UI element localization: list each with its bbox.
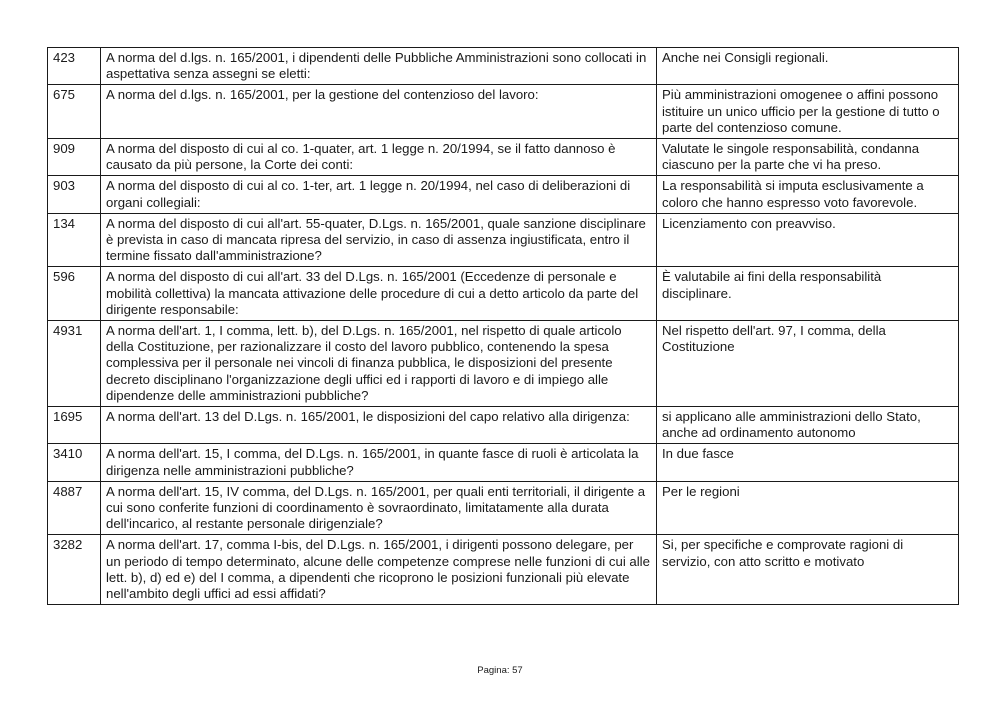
table-row: [48, 444, 959, 481]
question-text: A norma dell'art. 1, I comma, lett. b), del D.Lgs. n. 165/2001, nel rispetto di quale articolo della Costituzione, per razionalizzare il costo del lavoro pubblico, contenendo la spesa complessiva per il personale nei vincoli di finanza pubblica, le disposizioni del presente decreto disciplinano l'organizzazione degli uffici ed i rapporti di lavoro e di impiego alle dipendenze delle amministrazioni pubbliche?: [101, 321, 657, 407]
answer-text: La responsabilità si imputa esclusivamente a coloro che hanno espresso voto favorevole.: [657, 176, 959, 213]
answer-text: Più amministrazioni omogenee o affini possono istituire un unico ufficio per la gestione di tutto o parte del contenzioso comune.: [657, 85, 959, 139]
question-text: A norma dell'art. 13 del D.Lgs. n. 165/2001, le disposizioni del capo relativo alla dirigenza:: [101, 407, 657, 444]
question-id: 3410: [48, 444, 101, 481]
question-id: 1695: [48, 407, 101, 444]
table-row: [48, 213, 959, 267]
question-id: 909: [48, 139, 101, 176]
question-id: 3282: [48, 535, 101, 605]
answer-text: È valutabile ai fini della responsabilità disciplinare.: [657, 267, 959, 321]
table-row: [48, 267, 959, 321]
question-text: A norma del d.lgs. n. 165/2001, i dipendenti delle Pubbliche Amministrazioni sono collocati in aspettativa senza assegni se eletti:: [101, 48, 657, 85]
question-text: A norma del disposto di cui all'art. 33 del D.Lgs. n. 165/2001 (Eccedenze di personale e mobilità collettiva) la mancata attivazione delle procedure di cui a detto articolo da parte del dirigente responsabile:: [101, 267, 657, 321]
question-id: 4887: [48, 481, 101, 535]
table-row: [48, 321, 959, 407]
table-row: [48, 407, 959, 444]
answer-text: Nel rispetto dell'art. 97, I comma, della Costituzione: [657, 321, 959, 407]
answer-text: Licenziamento con preavviso.: [657, 213, 959, 267]
question-text: A norma dell'art. 15, I comma, del D.Lgs. n. 165/2001, in quante fasce di ruoli è articolata la dirigenza nelle amministrazioni pubbliche?: [101, 444, 657, 481]
page-number: Pagina: 57: [477, 665, 523, 676]
question-id: 903: [48, 176, 101, 213]
question-id: 423: [48, 48, 101, 85]
question-text: A norma dell'art. 17, comma I-bis, del D.Lgs. n. 165/2001, i dirigenti possono delegare, per un periodo di tempo determinato, alcune delle competenze comprese nelle funzioni di cui alle lett. b), d) ed e) del I comma, a dipendenti che ricoprono le posizioni funzionali più elevate nell'ambito degli uffici ad essi affidati?: [101, 535, 657, 605]
question-id: 4931: [48, 321, 101, 407]
table-row: [48, 139, 959, 176]
answer-text: Si, per specifiche e comprovate ragioni di servizio, con atto scritto e motivato: [657, 535, 959, 605]
question-id: 134: [48, 213, 101, 267]
answer-text: Per le regioni: [657, 481, 959, 535]
answer-text: si applicano alle amministrazioni dello Stato, anche ad ordinamento autonomo: [657, 407, 959, 444]
answer-text: Anche nei Consigli regionali.: [657, 48, 959, 85]
answer-text: In due fasce: [657, 444, 959, 481]
questions-table: [47, 47, 959, 605]
table-row: [48, 535, 959, 605]
question-text: A norma del disposto di cui all'art. 55-quater, D.Lgs. n. 165/2001, quale sanzione disciplinare è prevista in caso di mancata ripresa del servizio, in caso di assenza ingiustificata, entro il termine fissato dall'amministrazione?: [101, 213, 657, 267]
table-row: [48, 85, 959, 139]
question-id: 675: [48, 85, 101, 139]
answer-text: Valutate le singole responsabilità, condanna ciascuno per la parte che vi ha preso.: [657, 139, 959, 176]
question-text: A norma del d.lgs. n. 165/2001, per la gestione del contenzioso del lavoro:: [101, 85, 657, 139]
question-text: A norma del disposto di cui al co. 1-ter, art. 1 legge n. 20/1994, nel caso di deliberazioni di organi collegiali:: [101, 176, 657, 213]
table-row: [48, 176, 959, 213]
question-text: A norma dell'art. 15, IV comma, del D.Lgs. n. 165/2001, per quali enti territoriali, il dirigente a cui sono conferite funzioni di coordinamento è sovraordinato, limitatamente alla durata dell'incarico, al restante personale dirigenziale?: [101, 481, 657, 535]
question-text: A norma del disposto di cui al co. 1-quater, art. 1 legge n. 20/1994, se il fatto dannoso è causato da più persone, la Corte dei conti:: [101, 139, 657, 176]
question-id: 596: [48, 267, 101, 321]
table-row: [48, 481, 959, 535]
table-row: [48, 48, 959, 85]
